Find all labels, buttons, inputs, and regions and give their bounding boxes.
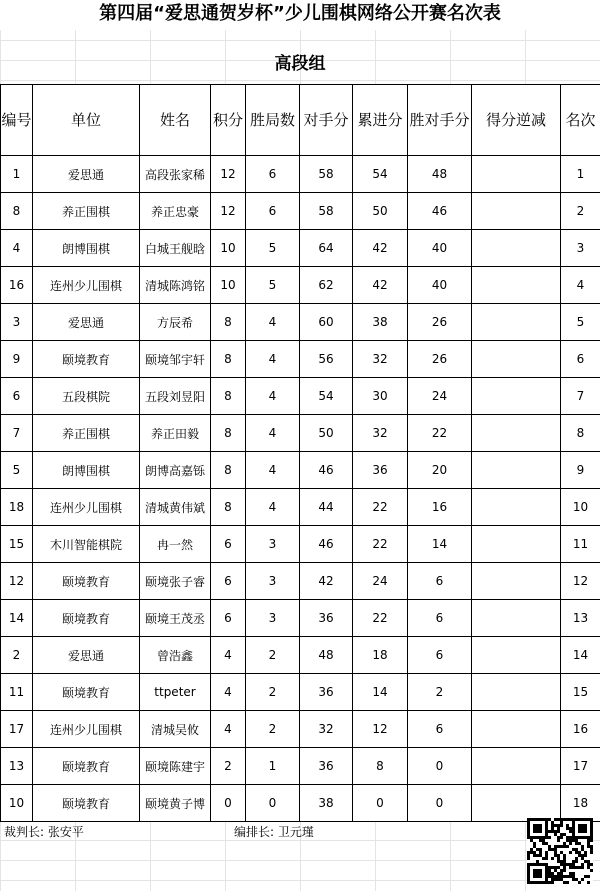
cell-points: 4	[211, 711, 246, 748]
cell-rank: 16	[561, 711, 600, 748]
cell-rank: 1	[561, 156, 600, 193]
cell-name: 颐境陈建宇	[140, 748, 211, 785]
cell-num: 8	[1, 193, 33, 230]
cell-points: 8	[211, 452, 246, 489]
cell-opponent-score: 44	[300, 489, 353, 526]
cell-reverse-score	[472, 600, 561, 637]
cell-name: 五段刘昱阳	[140, 378, 211, 415]
chief-arranger: 编排长: 卫元瑾	[234, 825, 314, 839]
cell-rank: 13	[561, 600, 600, 637]
header-opponent-score: 对手分	[300, 85, 353, 156]
cell-wins: 2	[246, 637, 300, 674]
cell-cumulative: 0	[353, 785, 408, 822]
cell-beaten-opponent-score: 46	[408, 193, 472, 230]
cell-rank: 2	[561, 193, 600, 230]
cell-rank: 6	[561, 341, 600, 378]
cell-beaten-opponent-score: 40	[408, 267, 472, 304]
cell-cumulative: 12	[353, 711, 408, 748]
cell-name: 清城陈鸿铭	[140, 267, 211, 304]
cell-name: 白城王舰晗	[140, 230, 211, 267]
cell-opponent-score: 36	[300, 600, 353, 637]
cell-opponent-score: 36	[300, 674, 353, 711]
cell-beaten-opponent-score: 16	[408, 489, 472, 526]
cell-unit: 颐境教育	[33, 785, 140, 822]
cell-num: 2	[1, 637, 33, 674]
cell-name: 颐境黄子博	[140, 785, 211, 822]
cell-rank: 14	[561, 637, 600, 674]
cell-wins: 4	[246, 415, 300, 452]
cell-unit: 朗博围棋	[33, 230, 140, 267]
cell-beaten-opponent-score: 26	[408, 341, 472, 378]
cell-reverse-score	[472, 526, 561, 563]
cell-rank: 3	[561, 230, 600, 267]
cell-rank: 12	[561, 563, 600, 600]
cell-rank: 10	[561, 489, 600, 526]
cell-reverse-score	[472, 415, 561, 452]
cell-cumulative: 22	[353, 526, 408, 563]
cell-unit: 五段棋院	[33, 378, 140, 415]
cell-num: 12	[1, 563, 33, 600]
cell-name: 冉一然	[140, 526, 211, 563]
cell-reverse-score	[472, 563, 561, 600]
cell-num: 6	[1, 378, 33, 415]
cell-points: 8	[211, 489, 246, 526]
cell-name: 养正田毅	[140, 415, 211, 452]
cell-wins: 5	[246, 267, 300, 304]
cell-unit: 养正围棋	[33, 193, 140, 230]
table-row	[1, 785, 600, 822]
cell-name: 高段张家稀	[140, 156, 211, 193]
cell-name: 朗博高嘉铄	[140, 452, 211, 489]
cell-num: 15	[1, 526, 33, 563]
cell-opponent-score: 36	[300, 748, 353, 785]
cell-beaten-opponent-score: 22	[408, 415, 472, 452]
cell-rank: 5	[561, 304, 600, 341]
results-table	[0, 84, 600, 822]
cell-num: 9	[1, 341, 33, 378]
cell-wins: 4	[246, 341, 300, 378]
cell-num: 14	[1, 600, 33, 637]
cell-points: 12	[211, 193, 246, 230]
header-unit: 单位	[33, 85, 140, 156]
cell-opponent-score: 58	[300, 156, 353, 193]
cell-rank: 8	[561, 415, 600, 452]
cell-unit: 爱思通	[33, 304, 140, 341]
cell-beaten-opponent-score: 14	[408, 526, 472, 563]
cell-points: 2	[211, 748, 246, 785]
header-rank: 名次	[561, 85, 600, 156]
cell-wins: 1	[246, 748, 300, 785]
table-row	[1, 563, 600, 600]
cell-name: 颐境邹宇轩	[140, 341, 211, 378]
table-row	[1, 230, 600, 267]
cell-beaten-opponent-score: 2	[408, 674, 472, 711]
cell-rank: 4	[561, 267, 600, 304]
qr-code-icon	[527, 818, 593, 884]
table-row	[1, 711, 600, 748]
cell-opponent-score: 38	[300, 785, 353, 822]
cell-num: 10	[1, 785, 33, 822]
cell-cumulative: 22	[353, 489, 408, 526]
header-row	[1, 85, 600, 156]
cell-points: 8	[211, 304, 246, 341]
cell-wins: 3	[246, 563, 300, 600]
cell-opponent-score: 42	[300, 563, 353, 600]
cell-points: 4	[211, 637, 246, 674]
cell-wins: 3	[246, 526, 300, 563]
cell-name: 清城吴攸	[140, 711, 211, 748]
cell-wins: 0	[246, 785, 300, 822]
cell-wins: 2	[246, 674, 300, 711]
table-row	[1, 415, 600, 452]
table-row	[1, 156, 600, 193]
cell-num: 7	[1, 415, 33, 452]
cell-cumulative: 50	[353, 193, 408, 230]
cell-unit: 颐境教育	[33, 600, 140, 637]
cell-cumulative: 32	[353, 341, 408, 378]
cell-beaten-opponent-score: 26	[408, 304, 472, 341]
header-points: 积分	[211, 85, 246, 156]
header-wins: 胜局数	[246, 85, 300, 156]
table-row	[1, 526, 600, 563]
cell-unit: 朗博围棋	[33, 452, 140, 489]
table-row	[1, 748, 600, 785]
cell-rank: 18	[561, 785, 600, 822]
cell-num: 17	[1, 711, 33, 748]
cell-cumulative: 14	[353, 674, 408, 711]
cell-points: 10	[211, 267, 246, 304]
cell-num: 5	[1, 452, 33, 489]
header-name: 姓名	[140, 85, 211, 156]
cell-num: 11	[1, 674, 33, 711]
cell-reverse-score	[472, 637, 561, 674]
cell-cumulative: 54	[353, 156, 408, 193]
cell-opponent-score: 56	[300, 341, 353, 378]
cell-rank: 9	[561, 452, 600, 489]
cell-reverse-score	[472, 193, 561, 230]
cell-points: 8	[211, 415, 246, 452]
cell-points: 0	[211, 785, 246, 822]
table-row	[1, 378, 600, 415]
cell-opponent-score: 32	[300, 711, 353, 748]
cell-opponent-score: 46	[300, 452, 353, 489]
cell-reverse-score	[472, 748, 561, 785]
cell-points: 4	[211, 674, 246, 711]
cell-unit: 颐境教育	[33, 341, 140, 378]
cell-points: 12	[211, 156, 246, 193]
cell-cumulative: 42	[353, 230, 408, 267]
cell-unit: 爱思通	[33, 156, 140, 193]
cell-rank: 15	[561, 674, 600, 711]
cell-wins: 4	[246, 378, 300, 415]
cell-wins: 6	[246, 193, 300, 230]
table-row	[1, 674, 600, 711]
cell-beaten-opponent-score: 20	[408, 452, 472, 489]
cell-beaten-opponent-score: 6	[408, 600, 472, 637]
cell-name: 养正忠豪	[140, 193, 211, 230]
cell-reverse-score	[472, 785, 561, 822]
cell-beaten-opponent-score: 6	[408, 563, 472, 600]
cell-reverse-score	[472, 674, 561, 711]
cell-points: 6	[211, 563, 246, 600]
cell-name: ttpeter	[140, 674, 211, 711]
cell-num: 16	[1, 267, 33, 304]
cell-beaten-opponent-score: 40	[408, 230, 472, 267]
cell-unit: 连州少儿围棋	[33, 267, 140, 304]
cell-cumulative: 36	[353, 452, 408, 489]
cell-num: 4	[1, 230, 33, 267]
cell-unit: 连州少儿围棋	[33, 711, 140, 748]
cell-wins: 5	[246, 230, 300, 267]
cell-wins: 6	[246, 156, 300, 193]
cell-cumulative: 18	[353, 637, 408, 674]
table-row	[1, 267, 600, 304]
cell-name: 颐境张子睿	[140, 563, 211, 600]
cell-wins: 4	[246, 489, 300, 526]
cell-beaten-opponent-score: 6	[408, 637, 472, 674]
cell-opponent-score: 54	[300, 378, 353, 415]
cell-reverse-score	[472, 156, 561, 193]
cell-reverse-score	[472, 230, 561, 267]
cell-reverse-score	[472, 489, 561, 526]
cell-points: 10	[211, 230, 246, 267]
table-row	[1, 193, 600, 230]
cell-num: 18	[1, 489, 33, 526]
header-num: 编号	[1, 85, 33, 156]
cell-opponent-score: 48	[300, 637, 353, 674]
cell-beaten-opponent-score: 48	[408, 156, 472, 193]
footer	[0, 820, 600, 891]
cell-points: 8	[211, 341, 246, 378]
chief-referee: 裁判长: 张安平	[4, 825, 84, 839]
cell-unit: 颐境教育	[33, 674, 140, 711]
header-beaten-opponent-score: 胜对手分	[408, 85, 472, 156]
cell-num: 13	[1, 748, 33, 785]
table-row	[1, 341, 600, 378]
cell-beaten-opponent-score: 6	[408, 711, 472, 748]
table-row	[1, 452, 600, 489]
cell-reverse-score	[472, 267, 561, 304]
cell-points: 6	[211, 600, 246, 637]
cell-reverse-score	[472, 304, 561, 341]
cell-reverse-score	[472, 711, 561, 748]
cell-cumulative: 30	[353, 378, 408, 415]
cell-unit: 连州少儿围棋	[33, 489, 140, 526]
cell-opponent-score: 46	[300, 526, 353, 563]
table-row	[1, 600, 600, 637]
cell-wins: 2	[246, 711, 300, 748]
table-row	[1, 489, 600, 526]
group-title: 高段组	[274, 54, 326, 74]
cell-num: 1	[1, 156, 33, 193]
cell-unit: 木川智能棋院	[33, 526, 140, 563]
cell-rank: 11	[561, 526, 600, 563]
cell-unit: 养正围棋	[33, 415, 140, 452]
cell-name: 曾浩鑫	[140, 637, 211, 674]
header-cumulative: 累进分	[353, 85, 408, 156]
header-reverse-score: 得分逆减	[472, 85, 561, 156]
cell-cumulative: 42	[353, 267, 408, 304]
cell-unit: 颐境教育	[33, 748, 140, 785]
cell-reverse-score	[472, 378, 561, 415]
cell-opponent-score: 60	[300, 304, 353, 341]
cell-beaten-opponent-score: 24	[408, 378, 472, 415]
cell-name: 颐境王茂丞	[140, 600, 211, 637]
cell-opponent-score: 58	[300, 193, 353, 230]
cell-wins: 3	[246, 600, 300, 637]
cell-opponent-score: 64	[300, 230, 353, 267]
cell-wins: 4	[246, 452, 300, 489]
cell-points: 8	[211, 378, 246, 415]
cell-points: 6	[211, 526, 246, 563]
table-row	[1, 304, 600, 341]
cell-cumulative: 8	[353, 748, 408, 785]
cell-beaten-opponent-score: 0	[408, 748, 472, 785]
cell-cumulative: 22	[353, 600, 408, 637]
cell-opponent-score: 62	[300, 267, 353, 304]
cell-wins: 4	[246, 304, 300, 341]
cell-unit: 颐境教育	[33, 563, 140, 600]
cell-cumulative: 24	[353, 563, 408, 600]
cell-name: 清城黄伟斌	[140, 489, 211, 526]
cell-rank: 7	[561, 378, 600, 415]
page-title: 第四届“爱思通贺岁杯”少儿围棋网络公开赛名次表	[0, 0, 600, 30]
cell-cumulative: 38	[353, 304, 408, 341]
cell-name: 方辰希	[140, 304, 211, 341]
cell-unit: 爱思通	[33, 637, 140, 674]
cell-reverse-score	[472, 341, 561, 378]
cell-opponent-score: 50	[300, 415, 353, 452]
cell-rank: 17	[561, 748, 600, 785]
cell-cumulative: 32	[353, 415, 408, 452]
cell-num: 3	[1, 304, 33, 341]
table-row	[1, 637, 600, 674]
cell-reverse-score	[472, 452, 561, 489]
cell-beaten-opponent-score: 0	[408, 785, 472, 822]
